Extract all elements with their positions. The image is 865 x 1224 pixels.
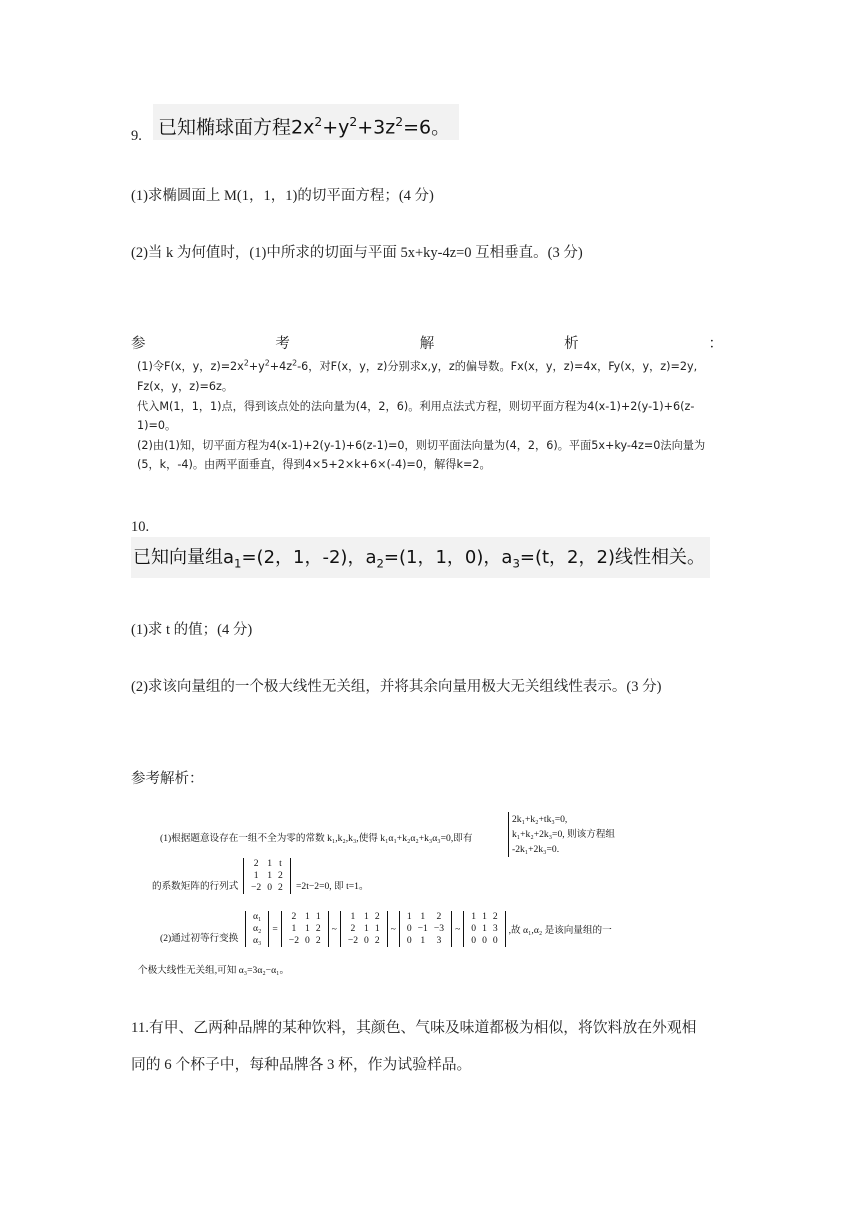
q10-reference-heading: 参考解析： [131, 771, 204, 787]
q9-part2: (2)当 k 为何值时，(1)中所求的切面与平面 5x+ky-4z=0 互相垂直。(3 分) [131, 245, 583, 261]
q9-answer-line-4: 1)=0。 [137, 419, 177, 432]
q10-part2: (2)求该向量组的一个极大线性无关组，并将其余向量用极大无关组线性表示。(3 分) [131, 679, 662, 695]
q10-number: 10. [131, 519, 150, 535]
q10-solution-line-3a: (2)通过初等行变换 [160, 933, 239, 944]
q10-solution-line-4: 个极大线性无关组,可知 α₃=3α₂−α₁。 [138, 965, 290, 976]
q9-answer-line-5: (2)由(1)知，切平面方程为4(x-1)+2(y-1)+6(z-1)=0，则切平面法向量为(4，2，6)。平面5x+ky-4z=0法向量为 [137, 439, 706, 452]
q9-reference-heading: 参 考 解 析 ： [131, 336, 723, 352]
q9-answer-line-6: (5，k，-4)。由两平面垂直，得到4×5+2×k+6×(-4)=0，解得k=2。 [137, 458, 491, 471]
q10-solution-line-1: (1)根据题意设存在一组不全为零的常数 k₁,k₂,k₃,使得 k₁α₁+k₂α₂+k₃α₃=0,即有 [160, 833, 473, 844]
q9-problem-banner: 已知椭球面方程$2x^2+y^2+3z^2=6$。 [153, 104, 459, 140]
q10-solution-line-2a: 的系数矩阵的行列式 [152, 881, 239, 892]
q9-answer-line-1: (1)令F(x，y，$z)=2x^2+y^2+4z^2-6$，对F(x，y，z)分别求x,y，z的偏导数。Fx(x，y，z)=4x，Fy(x，y，z)=2y, [137, 358, 698, 373]
q11-line-2: 同的 6 个杯子中，每种品牌各 3 杯，作为试验样品。 [131, 1057, 472, 1073]
q9-answer-line-2: Fz(x，y，z)=6z。 [137, 380, 234, 393]
q10-problem-banner: 已知向量组$a_1=(2$，1，-2)，$a_2=(1$，1，0)，$a_3=(t$，2，2)线性相关。 [131, 537, 710, 578]
q10-determinant: 2 1 t 1 1 2 −2 0 2 [243, 858, 291, 894]
q9-number: 9. [131, 128, 142, 144]
q10-solution-line-2b: =2t−2=0, 即 t=1。 [296, 881, 369, 892]
q9-answer-line-3: 代入M(1，1，1)点，得到该点处的法向量为(4，2，6)。利用点法式方程，则切平面方程为4(x-1)+2(y-1)+6(z- [137, 400, 695, 413]
q9-part1: (1)求椭圆面上 M(1，1，1)的切平面方程；(4 分) [131, 188, 434, 204]
q11-line-1: 11.有甲、乙两种品牌的某种饮料，其颜色、气味及味道都极为相似，将饮料放在外观相 [131, 1020, 697, 1036]
q10-equation-system: 2k₁+k₂+tk₃=0, k₁+k₂+2k₃=0, 则该方程组 -2k₁+2k₃=0. [508, 812, 615, 857]
q10-part1: (1)求 t 的值；(4 分) [131, 622, 253, 638]
q10-row-reduction: α₁ α₂ α₃ = 2 1 1 1 1 2 −2 0 2 ~ 1 1 2 2 1 1 −2 0 2 ~ 1 1 2 0 −1 −3 0 1 3 ~ 1 1 2 0 1 3 0 0 0 ,故 α₁,α₂ 是该向量组的一 [245, 911, 612, 947]
